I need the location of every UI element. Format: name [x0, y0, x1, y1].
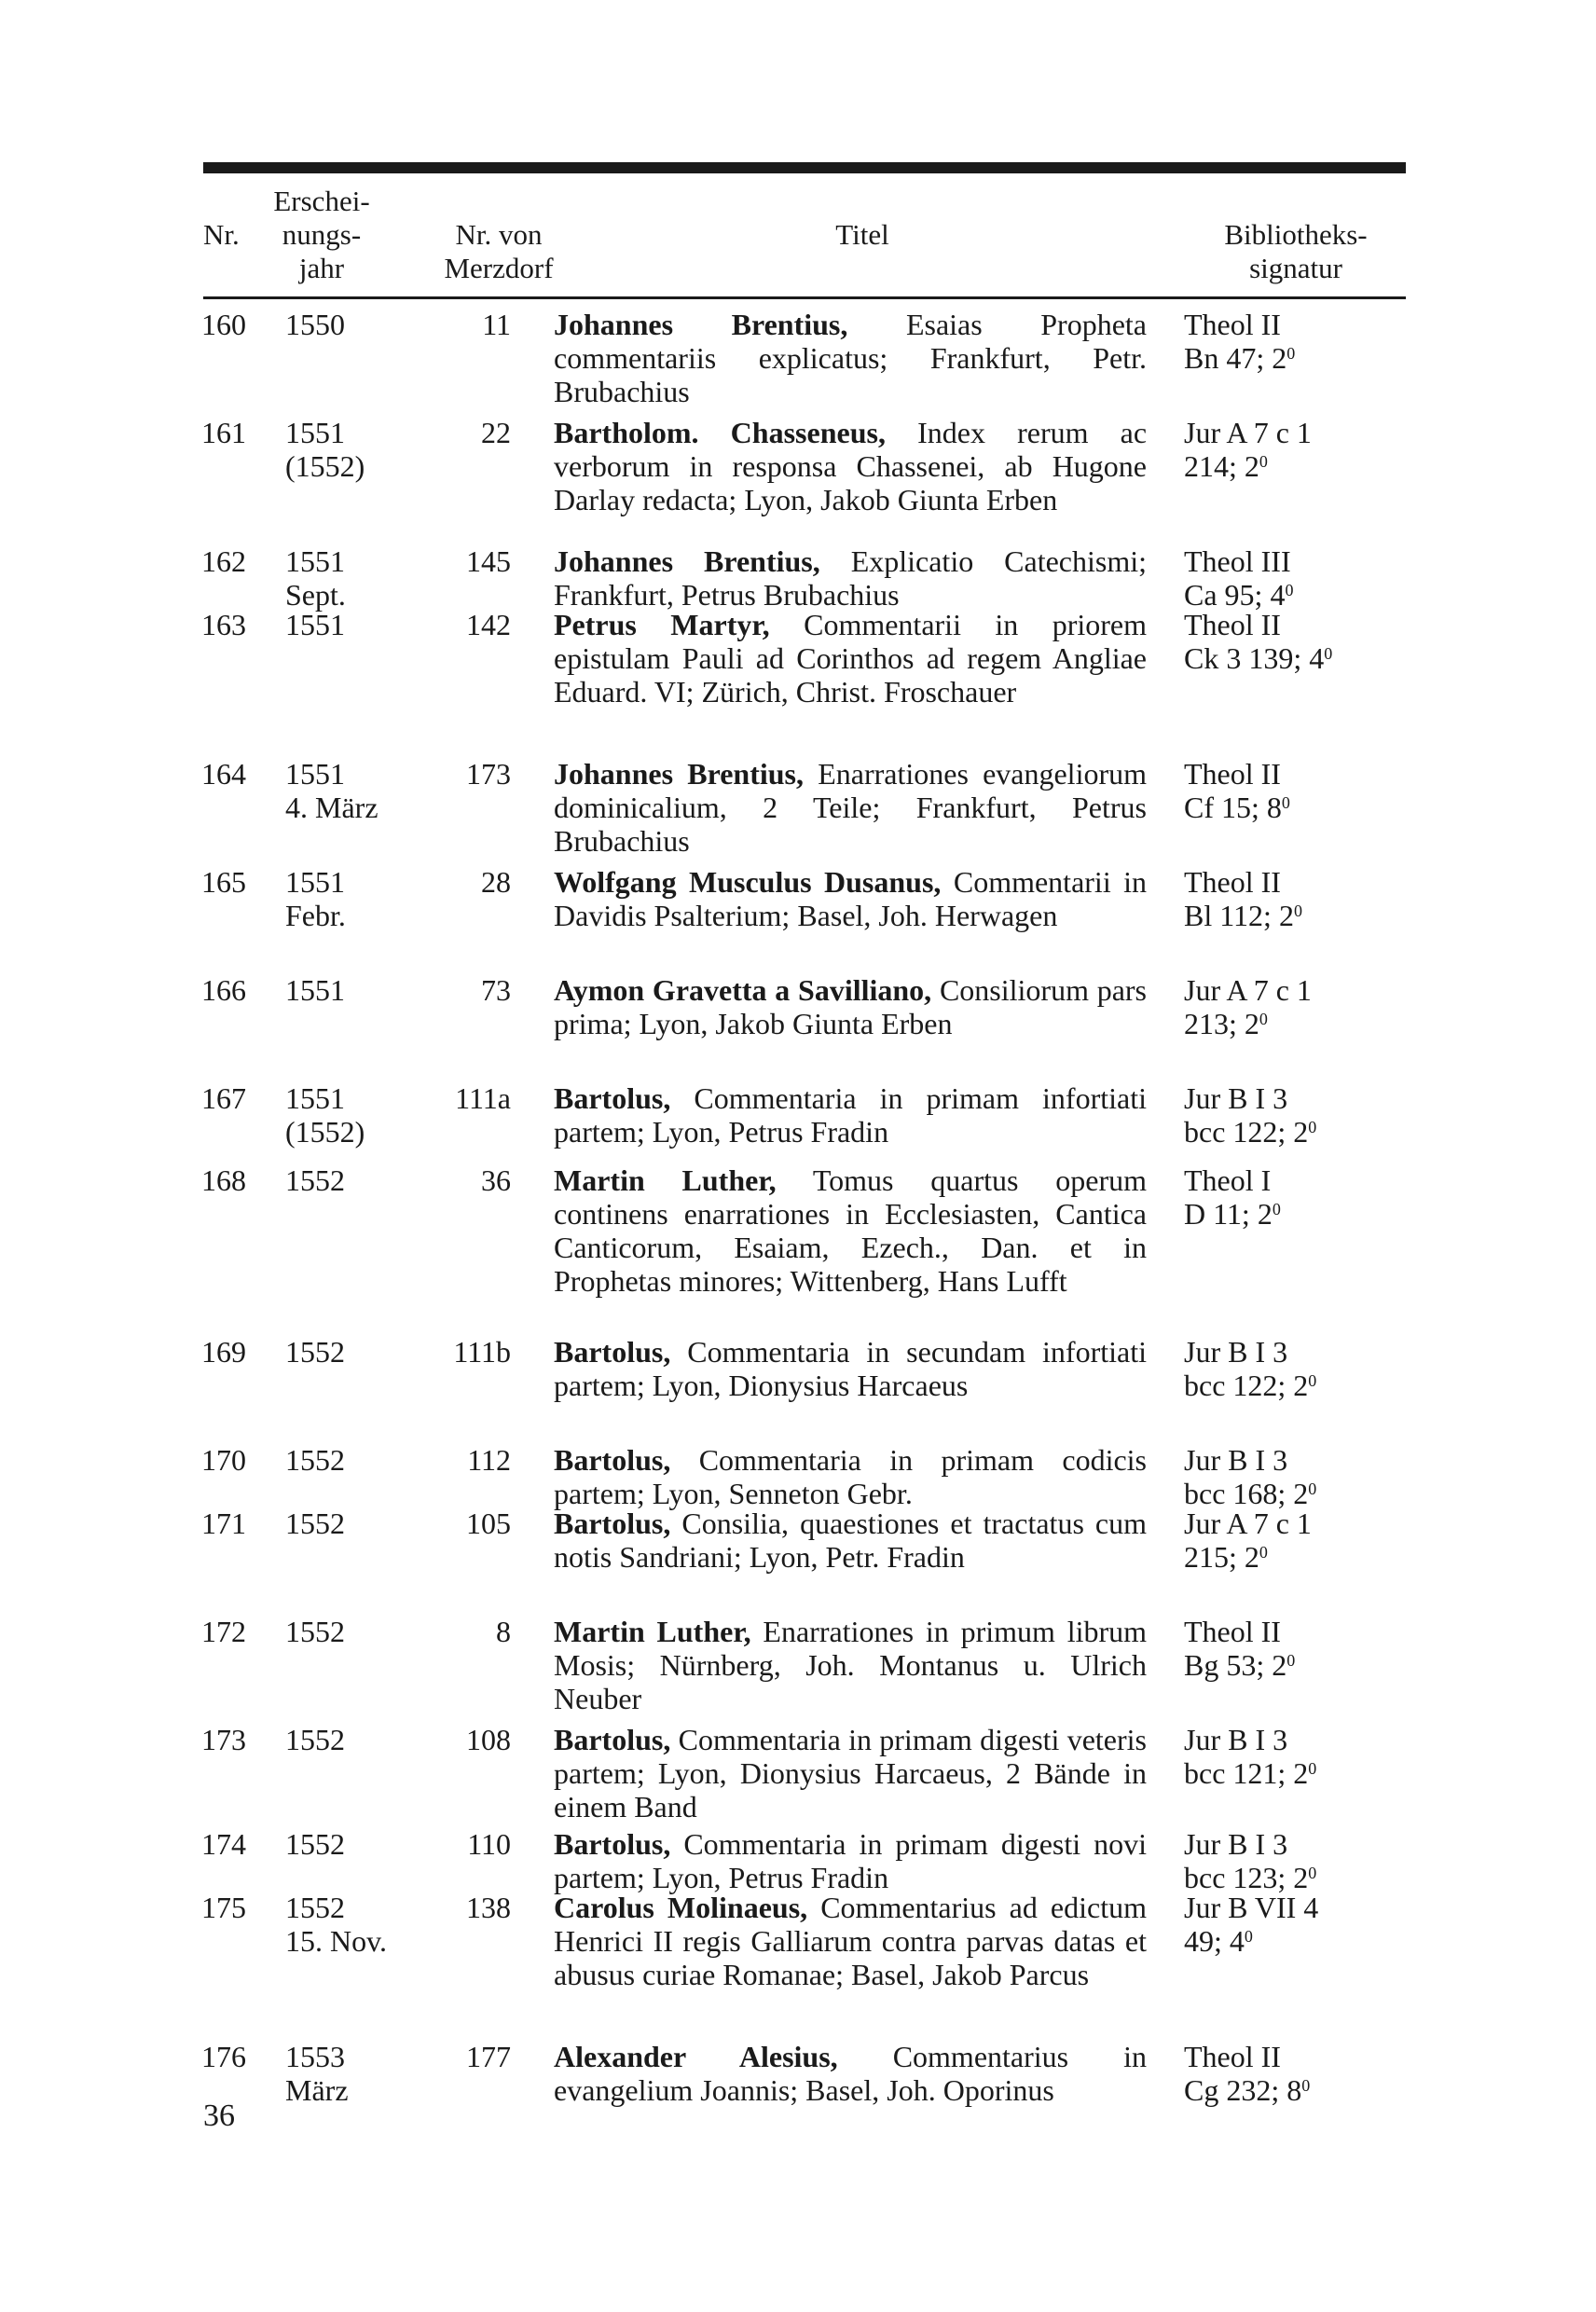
entry-number: 165 — [201, 865, 246, 899]
signature-text: Jur A 7 c 1 — [1184, 1507, 1312, 1540]
entry-number: 161 — [201, 416, 246, 449]
entry-number: 162 — [201, 544, 246, 578]
entry-title — [554, 1827, 1147, 1894]
entry-signature — [1184, 1891, 1408, 1958]
entry-title — [554, 1723, 1147, 1823]
entry-title — [554, 865, 1147, 932]
entry-title — [554, 1335, 1147, 1402]
entry-signature — [1184, 1443, 1408, 1510]
signature-shelf — [1184, 973, 1408, 1007]
format-superscript: 0 — [1286, 1651, 1296, 1670]
entry-merzdorf-number: 36 — [481, 1163, 511, 1197]
signature-shelf — [1184, 1723, 1408, 1756]
entry-signature — [1184, 1615, 1408, 1682]
signature-mark — [1184, 1648, 1408, 1682]
entry-signature — [1184, 1827, 1408, 1894]
entry-year-value: 1551 — [285, 865, 345, 899]
entry-year-value: 1552 — [285, 1891, 345, 1924]
entry-title-text: Esaias Propheta commentariis explicatus; Frankfurt, Petr. Brubachius — [554, 308, 1147, 408]
signature-mark — [1184, 641, 1408, 675]
signature-text: Jur A 7 c 1 — [1184, 973, 1312, 1007]
signature-text: 49; 4 — [1184, 1924, 1245, 1958]
entry-merzdorf-number: 145 — [466, 544, 511, 578]
format-superscript: 0 — [1259, 452, 1268, 471]
entry-number: 174 — [201, 1827, 246, 1861]
header-nr: Nr. — [203, 218, 240, 251]
entry-title — [554, 1615, 1147, 1715]
signature-mark — [1184, 578, 1408, 612]
entry-title-text: Explicatio Catechismi; Frankfurt, Petrus Brubachius — [554, 544, 1147, 612]
signature-text: Jur A 7 c 1 — [1184, 416, 1312, 449]
entry-merzdorf-number: 177 — [466, 2040, 511, 2073]
signature-mark — [1184, 791, 1408, 824]
entry-signature — [1184, 757, 1408, 824]
entry-number: 166 — [201, 973, 246, 1007]
format-superscript: 0 — [1286, 344, 1296, 363]
signature-text: Theol II — [1184, 308, 1281, 341]
entry-number: 175 — [201, 1891, 246, 1924]
signature-text: Jur B I 3 — [1184, 1723, 1288, 1756]
signature-mark — [1184, 1924, 1408, 1958]
entry-year-detail: Febr. — [285, 899, 346, 932]
format-superscript: 0 — [1301, 2076, 1311, 2095]
signature-text: Cg 232; 8 — [1184, 2073, 1302, 2107]
entry-merzdorf-number: 173 — [466, 757, 511, 791]
entry-title — [554, 416, 1147, 516]
signature-text: Ca 95; 4 — [1184, 578, 1286, 612]
signature-text: 213; 2 — [1184, 1007, 1259, 1040]
signature-text: D 11; 2 — [1184, 1197, 1273, 1231]
entry-signature — [1184, 608, 1408, 675]
header-merzdorf: Nr. von Merzdorf — [444, 218, 554, 284]
signature-mark — [1184, 2073, 1408, 2107]
entry-author: Wolfgang Musculus Dusanus, — [554, 865, 942, 899]
entry-merzdorf-number: 142 — [466, 608, 511, 641]
signature-mark — [1184, 899, 1408, 932]
entry-year-detail: (1552) — [285, 1115, 365, 1149]
entry-year-value: 1551 — [285, 608, 345, 641]
signature-text: Theol II — [1184, 1615, 1281, 1648]
entry-author: Bartolus, — [554, 1507, 671, 1540]
signature-shelf — [1184, 416, 1408, 449]
signature-text: Jur B I 3 — [1184, 1443, 1288, 1477]
signature-shelf — [1184, 757, 1408, 791]
top-rule — [203, 162, 1406, 173]
signature-shelf — [1184, 308, 1408, 341]
entry-title — [554, 2040, 1147, 2107]
entry-signature — [1184, 1163, 1408, 1231]
signature-mark — [1184, 341, 1408, 375]
signature-text: bcc 122; 2 — [1184, 1115, 1309, 1149]
entry-author: Martin Luther, — [554, 1615, 751, 1648]
entry-year-value: 1552 — [285, 1507, 345, 1540]
entry-signature — [1184, 1335, 1408, 1402]
format-superscript: 0 — [1308, 1371, 1317, 1390]
format-superscript: 0 — [1259, 1010, 1268, 1028]
entry-signature — [1184, 865, 1408, 932]
signature-text: Theol II — [1184, 608, 1281, 641]
signature-text: Theol III — [1184, 544, 1291, 578]
signature-mark — [1184, 1007, 1408, 1040]
entry-title-text: Commentarius ad edictum Henrici II regis Galliarum contra parvas datas et abusus curiae Romanae; Basel, Jakob Parcus — [554, 1891, 1147, 1991]
entry-year-value: 1551 — [285, 416, 345, 449]
signature-text: 214; 2 — [1184, 449, 1259, 483]
signature-mark — [1184, 1540, 1408, 1574]
entry-title — [554, 757, 1147, 858]
entry-merzdorf-number: 111b — [453, 1335, 511, 1369]
entry-title-text: Enarrationes in primum librum Mosis; Nürnberg, Joh. Montanus u. Ulrich Neuber — [554, 1615, 1148, 1715]
signature-shelf — [1184, 865, 1408, 899]
entry-author: Bartholom. Chasseneus, — [554, 416, 886, 449]
signature-mark — [1184, 1861, 1408, 1894]
entry-author: Alexander Alesius, — [554, 2040, 838, 2073]
entry-year-detail: 4. März — [285, 791, 378, 824]
signature-shelf — [1184, 1615, 1408, 1648]
format-superscript: 0 — [1285, 581, 1294, 599]
signature-text: bcc 123; 2 — [1184, 1861, 1309, 1894]
entry-year-detail: Sept. — [285, 578, 346, 612]
signature-text: Cf 15; 8 — [1184, 791, 1282, 824]
signature-shelf — [1184, 1335, 1408, 1369]
entry-title — [554, 608, 1147, 709]
header-rule — [203, 296, 1406, 299]
signature-shelf — [1184, 1163, 1408, 1197]
entry-merzdorf-number: 108 — [466, 1723, 511, 1756]
entry-signature — [1184, 544, 1408, 612]
entry-signature — [1184, 308, 1408, 375]
signature-shelf — [1184, 544, 1408, 578]
entry-title-text: Commentaria in secundam infortiati partem; Lyon, Dionysius Harcaeus — [554, 1335, 1148, 1402]
signature-text: Theol II — [1184, 757, 1281, 791]
entry-merzdorf-number: 105 — [466, 1507, 511, 1540]
entry-author: Carolus Molinaeus, — [554, 1891, 808, 1924]
entry-merzdorf-number: 22 — [481, 416, 511, 449]
entry-author: Bartolus, — [554, 1443, 671, 1477]
entry-title — [554, 1163, 1147, 1298]
entry-year-value: 1552 — [285, 1615, 345, 1648]
entry-year-value: 1551 — [285, 973, 345, 1007]
signature-mark — [1184, 1197, 1408, 1231]
signature-mark — [1184, 1477, 1408, 1510]
signature-shelf — [1184, 1443, 1408, 1477]
entry-year-detail: 15. Nov. — [285, 1924, 388, 1958]
entry-title — [554, 1507, 1147, 1574]
entry-year-value: 1552 — [285, 1335, 345, 1369]
entry-title-text: Commentarius in evangelium Joannis; Basel, Joh. Oporinus — [554, 2040, 1148, 2107]
signature-text: Theol I — [1184, 1163, 1272, 1197]
entry-year-value: 1551 — [285, 757, 345, 791]
entry-number: 168 — [201, 1163, 246, 1197]
entry-author: Martin Luther, — [554, 1163, 777, 1197]
entry-title-text: Commentarii in Davidis Psalterium; Basel, Joh. Herwagen — [554, 865, 1148, 932]
signature-mark — [1184, 1756, 1408, 1790]
entry-title-text: Commentaria in primam infortiati partem; Lyon, Petrus Fradin — [554, 1081, 1148, 1149]
format-superscript: 0 — [1259, 1543, 1268, 1562]
entry-title-text: Commentaria in primam digesti novi partem; Lyon, Petrus Fradin — [554, 1827, 1147, 1894]
entry-title-text: Consiliorum pars prima; Lyon, Jakob Giunta Erben — [554, 973, 1148, 1040]
signature-mark — [1184, 449, 1408, 483]
header-year: Erschei- nungs- jahr — [273, 185, 370, 284]
signature-shelf — [1184, 1507, 1408, 1540]
entry-author: Bartolus, — [554, 1335, 671, 1369]
signature-text: Bl 112; 2 — [1184, 899, 1294, 932]
entry-merzdorf-number: 112 — [467, 1443, 511, 1477]
signature-mark — [1184, 1115, 1408, 1149]
format-superscript: 0 — [1308, 1759, 1317, 1778]
signature-text: Bg 53; 2 — [1184, 1648, 1287, 1682]
entry-year-value: 1552 — [285, 1443, 345, 1477]
entry-number: 167 — [201, 1081, 246, 1115]
entry-merzdorf-number: 73 — [481, 973, 511, 1007]
entry-title — [554, 544, 1147, 612]
entry-author: Johannes Brentius, — [554, 308, 848, 341]
entry-year-value: 1551 — [285, 1081, 345, 1115]
entry-year-value: 1551 — [285, 544, 345, 578]
signature-text: Ck 3 139; 4 — [1184, 641, 1325, 675]
entry-title — [554, 1081, 1147, 1149]
entry-signature — [1184, 1081, 1408, 1149]
entry-merzdorf-number: 138 — [466, 1891, 511, 1924]
entry-year-value: 1552 — [285, 1723, 345, 1756]
entry-number: 173 — [201, 1723, 246, 1756]
signature-text: Jur B I 3 — [1184, 1335, 1288, 1369]
signature-mark — [1184, 1369, 1408, 1402]
format-superscript: 0 — [1324, 644, 1333, 663]
signature-shelf — [1184, 1891, 1408, 1924]
format-superscript: 0 — [1293, 901, 1302, 920]
entry-title-text: Enarrationes evangeliorum dominicalium, 2 Teile; Frankfurt, Petrus Brubachius — [554, 757, 1148, 858]
entry-author: Petrus Martyr, — [554, 608, 770, 641]
signature-text: Jur B I 3 — [1184, 1827, 1288, 1861]
entry-signature — [1184, 973, 1408, 1040]
format-superscript: 0 — [1281, 793, 1290, 812]
entry-number: 160 — [201, 308, 246, 341]
entry-title-text: Commentaria in primam codicis partem; Lyon, Senneton Gebr. — [554, 1443, 1148, 1510]
entry-signature — [1184, 2040, 1408, 2107]
entry-number: 172 — [201, 1615, 246, 1648]
entry-number: 169 — [201, 1335, 246, 1369]
entry-year-value: 1552 — [285, 1163, 345, 1197]
format-superscript: 0 — [1308, 1118, 1317, 1136]
entry-title-text: Consilia, quaestiones et tractatus cum notis Sandriani; Lyon, Petr. Fradin — [554, 1507, 1148, 1574]
format-superscript: 0 — [1244, 1927, 1253, 1946]
entry-author: Aymon Gravetta a Savilliano, — [554, 973, 932, 1007]
signature-text: Jur B VII 4 — [1184, 1891, 1319, 1924]
entry-title-text: Index rerum ac verborum in responsa Chassenei, ab Hugone Darlay redacta; Lyon, Jakob Giunta Erben — [554, 416, 1148, 516]
signature-text: bcc 168; 2 — [1184, 1477, 1309, 1510]
entry-author: Johannes Brentius, — [554, 544, 820, 578]
entry-number: 171 — [201, 1507, 246, 1540]
entry-number: 170 — [201, 1443, 246, 1477]
entry-author: Bartolus, — [554, 1723, 671, 1756]
entry-merzdorf-number: 28 — [481, 865, 511, 899]
signature-shelf — [1184, 608, 1408, 641]
entry-merzdorf-number: 110 — [467, 1827, 511, 1861]
signature-shelf — [1184, 1827, 1408, 1861]
format-superscript: 0 — [1272, 1200, 1281, 1218]
signature-text: Theol II — [1184, 865, 1281, 899]
entry-signature — [1184, 1507, 1408, 1574]
entry-number: 164 — [201, 757, 246, 791]
header-signature: Bibliotheks- signatur — [1224, 218, 1368, 284]
signature-shelf — [1184, 2040, 1408, 2073]
entry-number: 163 — [201, 608, 246, 641]
entry-author: Bartolus, — [554, 1827, 671, 1861]
page-number: 36 — [203, 2099, 235, 2133]
format-superscript: 0 — [1308, 1864, 1317, 1882]
signature-text: bcc 121; 2 — [1184, 1756, 1309, 1790]
header-title: Titel — [835, 218, 889, 251]
entry-merzdorf-number: 111a — [455, 1081, 511, 1115]
entry-signature — [1184, 1723, 1408, 1790]
entry-merzdorf-number: 11 — [482, 308, 511, 341]
entry-number: 176 — [201, 2040, 246, 2073]
entry-title — [554, 1443, 1147, 1510]
entry-merzdorf-number: 8 — [496, 1615, 511, 1648]
signature-text: bcc 122; 2 — [1184, 1369, 1309, 1402]
entry-year-value: 1550 — [285, 308, 345, 341]
signature-text: Jur B I 3 — [1184, 1081, 1288, 1115]
signature-text: Theol II — [1184, 2040, 1281, 2073]
entry-year-value: 1553 — [285, 2040, 345, 2073]
entry-title-text: Commentarii in priorem epistulam Pauli ad Corinthos ad regem Angliae Eduard. VI; Zürich, Christ. Froschauer — [554, 608, 1148, 709]
format-superscript: 0 — [1308, 1479, 1317, 1498]
entry-author: Bartolus, — [554, 1081, 671, 1115]
entry-title — [554, 973, 1147, 1040]
entry-year-detail: März — [285, 2073, 349, 2107]
entry-title — [554, 308, 1147, 408]
signature-text: 215; 2 — [1184, 1540, 1259, 1574]
signature-text: Bn 47; 2 — [1184, 341, 1287, 375]
entry-title — [554, 1891, 1147, 1991]
entry-author: Johannes Brentius, — [554, 757, 804, 791]
entry-title-text: Tomus quartus operum continens enarrationes in Ecclesiasten, Cantica Canticorum, Esaiam, Ezech., Dan. et in Prophetas minores; Wittenberg, Hans Lufft — [554, 1163, 1148, 1298]
entry-year-value: 1552 — [285, 1827, 345, 1861]
signature-shelf — [1184, 1081, 1408, 1115]
entry-signature — [1184, 416, 1408, 483]
entry-year-detail: (1552) — [285, 449, 365, 483]
entry-title-text: Commentaria in primam digesti veteris partem; Lyon, Dionysius Harcaeus, 2 Bände in einem Band — [554, 1723, 1148, 1823]
